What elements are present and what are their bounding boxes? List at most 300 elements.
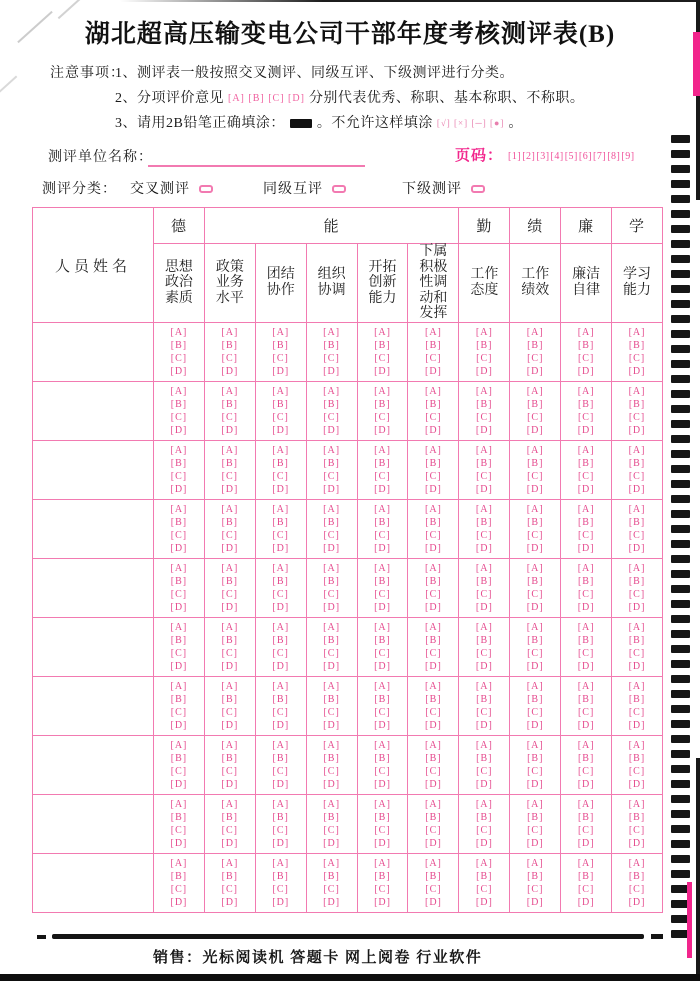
bubble-c[interactable]: [C] xyxy=(221,884,238,895)
bubble-a[interactable]: [A] xyxy=(475,857,493,869)
bubble-d[interactable]: [D] xyxy=(424,661,442,673)
bubble-a[interactable]: [A] xyxy=(323,798,341,810)
bubble-d[interactable]: [D] xyxy=(323,661,341,673)
bubble-c[interactable]: [C] xyxy=(170,353,188,364)
bubble-b[interactable]: [B] xyxy=(577,516,595,528)
bubble-d[interactable]: [D] xyxy=(424,602,442,614)
bubble-a[interactable]: [A] xyxy=(628,680,646,692)
bubble-d[interactable]: [D] xyxy=(628,661,646,673)
bubble-c[interactable]: [C] xyxy=(527,707,544,718)
bubble-c[interactable]: [C] xyxy=(374,707,391,718)
bubble-d[interactable]: [D] xyxy=(628,720,646,732)
bubble-b[interactable]: [B] xyxy=(221,693,238,705)
bubble-a[interactable]: [A] xyxy=(475,680,493,692)
bubble-a[interactable]: [A] xyxy=(577,444,595,456)
bubble-b[interactable]: [B] xyxy=(527,634,544,646)
bubble-c[interactable]: [C] xyxy=(272,530,289,541)
bubble-b[interactable]: [B] xyxy=(476,752,493,764)
bubble-d[interactable]: [D] xyxy=(221,425,239,437)
bubble-c[interactable]: [C] xyxy=(374,648,391,659)
bubble-b[interactable]: [B] xyxy=(527,339,544,351)
bubble-c[interactable]: [C] xyxy=(272,707,289,718)
bubble-b[interactable]: [B] xyxy=(425,457,442,469)
bubble-d[interactable]: [D] xyxy=(323,425,341,437)
bubble-d[interactable]: [D] xyxy=(526,425,544,437)
bubble-c[interactable]: [C] xyxy=(527,589,544,600)
bubble-a[interactable]: [A] xyxy=(526,798,544,810)
bubble-c[interactable]: [C] xyxy=(374,884,391,895)
bubble-a[interactable]: [A] xyxy=(170,444,188,456)
bubble-b[interactable]: [B] xyxy=(527,811,544,823)
bubble-a[interactable]: [A] xyxy=(424,798,442,810)
bubble-a[interactable]: [A] xyxy=(628,857,646,869)
bubble-a[interactable]: [A] xyxy=(577,798,595,810)
bubble-a[interactable]: [A] xyxy=(221,444,239,456)
bubble-b[interactable]: [B] xyxy=(425,398,442,410)
bubble-a[interactable]: [A] xyxy=(272,444,290,456)
bubble-b[interactable]: [B] xyxy=(577,870,595,882)
bubble-c[interactable]: [C] xyxy=(577,412,595,423)
bubble-a[interactable]: [A] xyxy=(628,798,646,810)
bubble-c[interactable]: [C] xyxy=(221,589,238,600)
bubble-a[interactable]: [A] xyxy=(170,385,188,397)
bubble-a[interactable]: [A] xyxy=(475,385,493,397)
bubble-d[interactable]: [D] xyxy=(323,366,341,378)
bubble-a[interactable]: [A] xyxy=(170,562,188,574)
bubble-d[interactable]: [D] xyxy=(221,838,239,850)
bubble-c[interactable]: [C] xyxy=(323,884,340,895)
bubble-c[interactable]: [C] xyxy=(527,648,544,659)
bubble-d[interactable]: [D] xyxy=(577,779,595,791)
bubble-a[interactable]: [A] xyxy=(577,562,595,574)
bubble-c[interactable]: [C] xyxy=(221,648,238,659)
bubble-d[interactable]: [D] xyxy=(475,661,493,673)
bubble-d[interactable]: [D] xyxy=(272,720,290,732)
bubble-b[interactable]: [B] xyxy=(374,516,391,528)
bubble-b[interactable]: [B] xyxy=(170,752,188,764)
bubble-a[interactable]: [A] xyxy=(323,326,341,338)
bubble-c[interactable]: [C] xyxy=(577,530,595,541)
bubble-a[interactable]: [A] xyxy=(424,444,442,456)
name-cell[interactable] xyxy=(33,795,154,854)
bubble-b[interactable]: [B] xyxy=(527,870,544,882)
bubble-b[interactable]: [B] xyxy=(221,457,238,469)
bubble-a[interactable]: [A] xyxy=(323,562,341,574)
bubble-b[interactable]: [B] xyxy=(476,457,493,469)
bubble-d[interactable]: [D] xyxy=(628,543,646,555)
page-number-1[interactable]: [1] xyxy=(508,151,522,162)
bubble-a[interactable]: [A] xyxy=(526,385,544,397)
bubble-b[interactable]: [B] xyxy=(577,752,595,764)
bubble-c[interactable]: [C] xyxy=(628,353,646,364)
bubble-c[interactable]: [C] xyxy=(628,530,646,541)
bubble-b[interactable]: [B] xyxy=(323,870,340,882)
bubble-b[interactable]: [B] xyxy=(323,575,340,587)
bubble-c[interactable]: [C] xyxy=(374,353,391,364)
bubble-c[interactable]: [C] xyxy=(323,648,340,659)
bubble-b[interactable]: [B] xyxy=(221,516,238,528)
bubble-d[interactable]: [D] xyxy=(526,720,544,732)
bubble-d[interactable]: [D] xyxy=(323,602,341,614)
bubble-a[interactable]: [A] xyxy=(170,798,188,810)
page-number-8[interactable]: [8] xyxy=(607,151,621,162)
bubble-c[interactable]: [C] xyxy=(221,353,238,364)
bubble-d[interactable]: [D] xyxy=(323,897,341,909)
name-cell[interactable] xyxy=(33,618,154,677)
bubble-b[interactable]: [B] xyxy=(527,693,544,705)
bubble-b[interactable]: [B] xyxy=(527,398,544,410)
bubble-b[interactable]: [B] xyxy=(628,398,646,410)
bubble-c[interactable]: [C] xyxy=(272,648,289,659)
bubble-a[interactable]: [A] xyxy=(374,326,391,338)
bubble-d[interactable]: [D] xyxy=(221,543,239,555)
bubble-c[interactable]: [C] xyxy=(527,884,544,895)
bubble-b[interactable]: [B] xyxy=(272,516,289,528)
bubble-c[interactable]: [C] xyxy=(628,825,646,836)
bubble-d[interactable]: [D] xyxy=(628,838,646,850)
bubble-b[interactable]: [B] xyxy=(170,339,188,351)
bubble-c[interactable]: [C] xyxy=(577,766,595,777)
bubble-a[interactable]: [A] xyxy=(628,326,646,338)
bubble-c[interactable]: [C] xyxy=(425,648,442,659)
bubble-a[interactable]: [A] xyxy=(170,680,188,692)
bubble-c[interactable]: [C] xyxy=(425,884,442,895)
bubble-a[interactable]: [A] xyxy=(628,503,646,515)
bubble-d[interactable]: [D] xyxy=(424,838,442,850)
bubble-b[interactable]: [B] xyxy=(374,457,391,469)
bubble-d[interactable]: [D] xyxy=(577,897,595,909)
bubble-c[interactable]: [C] xyxy=(425,707,442,718)
bubble-b[interactable]: [B] xyxy=(374,693,391,705)
bubble-b[interactable]: [B] xyxy=(476,516,493,528)
bubble-c[interactable]: [C] xyxy=(170,412,188,423)
bubble-b[interactable]: [B] xyxy=(170,634,188,646)
bubble-c[interactable]: [C] xyxy=(272,353,289,364)
bubble-b[interactable]: [B] xyxy=(425,634,442,646)
bubble-b[interactable]: [B] xyxy=(323,339,340,351)
bubble-d[interactable]: [D] xyxy=(170,838,188,850)
bubble-c[interactable]: [C] xyxy=(527,825,544,836)
bubble-a[interactable]: [A] xyxy=(424,739,442,751)
bubble-d[interactable]: [D] xyxy=(577,661,595,673)
bubble-a[interactable]: [A] xyxy=(374,798,391,810)
bubble-b[interactable]: [B] xyxy=(425,752,442,764)
bubble-a[interactable]: [A] xyxy=(272,798,290,810)
bubble-b[interactable]: [B] xyxy=(221,398,238,410)
bubble-d[interactable]: [D] xyxy=(272,779,290,791)
bubble-d[interactable]: [D] xyxy=(526,602,544,614)
bubble-a[interactable]: [A] xyxy=(577,621,595,633)
bubble-d[interactable]: [D] xyxy=(170,484,188,496)
bubble-a[interactable]: [A] xyxy=(272,385,290,397)
bubble-d[interactable]: [D] xyxy=(272,366,290,378)
bubble-a[interactable]: [A] xyxy=(475,739,493,751)
bubble-d[interactable]: [D] xyxy=(170,661,188,673)
bubble-d[interactable]: [D] xyxy=(628,779,646,791)
bubble-d[interactable]: [D] xyxy=(424,425,442,437)
bubble-b[interactable]: [B] xyxy=(323,398,340,410)
bubble-c[interactable]: [C] xyxy=(272,825,289,836)
bubble-c[interactable]: [C] xyxy=(628,471,646,482)
bubble-a[interactable]: [A] xyxy=(323,739,341,751)
bubble-b[interactable]: [B] xyxy=(476,693,493,705)
bubble-d[interactable]: [D] xyxy=(475,366,493,378)
bubble-a[interactable]: [A] xyxy=(272,680,290,692)
bubble-c[interactable]: [C] xyxy=(221,825,238,836)
bubble-c[interactable]: [C] xyxy=(425,530,442,541)
bubble-a[interactable]: [A] xyxy=(221,798,239,810)
bubble-c[interactable]: [C] xyxy=(425,412,442,423)
bubble-d[interactable]: [D] xyxy=(424,484,442,496)
bubble-c[interactable]: [C] xyxy=(628,766,646,777)
bubble-d[interactable]: [D] xyxy=(526,897,544,909)
bubble-c[interactable]: [C] xyxy=(577,825,595,836)
bubble-d[interactable]: [D] xyxy=(424,543,442,555)
bubble-c[interactable]: [C] xyxy=(221,530,238,541)
bubble-d[interactable]: [D] xyxy=(221,366,239,378)
bubble-d[interactable]: [D] xyxy=(475,720,493,732)
bubble-b[interactable]: [B] xyxy=(272,339,289,351)
bubble-b[interactable]: [B] xyxy=(577,575,595,587)
bubble-c[interactable]: [C] xyxy=(628,589,646,600)
bubble-b[interactable]: [B] xyxy=(170,398,188,410)
bubble-a[interactable]: [A] xyxy=(221,857,239,869)
bubble-a[interactable]: [A] xyxy=(170,503,188,515)
bubble-d[interactable]: [D] xyxy=(170,779,188,791)
bubble-b[interactable]: [B] xyxy=(527,457,544,469)
bubble-a[interactable]: [A] xyxy=(424,680,442,692)
bubble-a[interactable]: [A] xyxy=(475,503,493,515)
bubble-b[interactable]: [B] xyxy=(527,752,544,764)
bubble-b[interactable]: [B] xyxy=(221,339,238,351)
bubble-c[interactable]: [C] xyxy=(577,353,595,364)
bubble-c[interactable]: [C] xyxy=(323,825,340,836)
bubble-c[interactable]: [C] xyxy=(221,707,238,718)
bubble-d[interactable]: [D] xyxy=(170,897,188,909)
bubble-b[interactable]: [B] xyxy=(628,339,646,351)
bubble-d[interactable]: [D] xyxy=(374,366,391,378)
bubble-c[interactable]: [C] xyxy=(527,353,544,364)
bubble-c[interactable]: [C] xyxy=(476,766,493,777)
bubble-c[interactable]: [C] xyxy=(323,707,340,718)
bubble-a[interactable]: [A] xyxy=(170,326,188,338)
bubble-c[interactable]: [C] xyxy=(170,707,188,718)
bubble-c[interactable]: [C] xyxy=(425,353,442,364)
bubble-d[interactable]: [D] xyxy=(323,838,341,850)
bubble-d[interactable]: [D] xyxy=(577,720,595,732)
name-cell[interactable] xyxy=(33,382,154,441)
unit-name-input-line[interactable] xyxy=(148,165,365,167)
bubble-b[interactable]: [B] xyxy=(628,693,646,705)
bubble-b[interactable]: [B] xyxy=(374,811,391,823)
bubble-d[interactable]: [D] xyxy=(221,661,239,673)
bubble-a[interactable]: [A] xyxy=(221,503,239,515)
bubble-b[interactable]: [B] xyxy=(272,398,289,410)
bubble-d[interactable]: [D] xyxy=(475,484,493,496)
bubble-b[interactable]: [B] xyxy=(425,693,442,705)
bubble-a[interactable]: [A] xyxy=(424,326,442,338)
bubble-d[interactable]: [D] xyxy=(475,425,493,437)
bubble-c[interactable]: [C] xyxy=(272,884,289,895)
bubble-a[interactable]: [A] xyxy=(272,562,290,574)
bubble-d[interactable]: [D] xyxy=(628,366,646,378)
bubble-c[interactable]: [C] xyxy=(170,825,188,836)
bubble-a[interactable]: [A] xyxy=(374,739,391,751)
bubble-b[interactable]: [B] xyxy=(577,398,595,410)
bubble-d[interactable]: [D] xyxy=(323,484,341,496)
bubble-d[interactable]: [D] xyxy=(577,366,595,378)
bubble-b[interactable]: [B] xyxy=(628,457,646,469)
bubble-a[interactable]: [A] xyxy=(374,503,391,515)
bubble-a[interactable]: [A] xyxy=(170,739,188,751)
bubble-b[interactable]: [B] xyxy=(272,811,289,823)
bubble-d[interactable]: [D] xyxy=(526,543,544,555)
bubble-a[interactable]: [A] xyxy=(170,621,188,633)
bubble-b[interactable]: [B] xyxy=(476,339,493,351)
bubble-c[interactable]: [C] xyxy=(170,766,188,777)
bubble-b[interactable]: [B] xyxy=(374,870,391,882)
bubble-b[interactable]: [B] xyxy=(323,811,340,823)
bubble-b[interactable]: [B] xyxy=(272,575,289,587)
bubble-d[interactable]: [D] xyxy=(424,779,442,791)
bubble-b[interactable]: [B] xyxy=(628,634,646,646)
bubble-a[interactable]: [A] xyxy=(577,857,595,869)
bubble-b[interactable]: [B] xyxy=(628,516,646,528)
page-number-6[interactable]: [6] xyxy=(578,151,593,162)
bubble-a[interactable]: [A] xyxy=(526,326,544,338)
name-cell[interactable] xyxy=(33,854,154,913)
page-number-3[interactable]: [3] xyxy=(536,151,550,162)
bubble-a[interactable]: [A] xyxy=(272,326,290,338)
bubble-c[interactable]: [C] xyxy=(527,766,544,777)
bubble-b[interactable]: [B] xyxy=(577,339,595,351)
bubble-b[interactable]: [B] xyxy=(577,457,595,469)
name-cell[interactable] xyxy=(33,559,154,618)
bubble-c[interactable]: [C] xyxy=(374,766,391,777)
bubble-c[interactable]: [C] xyxy=(374,589,391,600)
bubble-b[interactable]: [B] xyxy=(272,752,289,764)
bubble-d[interactable]: [D] xyxy=(272,838,290,850)
bubble-a[interactable]: [A] xyxy=(475,798,493,810)
bubble-d[interactable]: [D] xyxy=(374,897,391,909)
bubble-a[interactable]: [A] xyxy=(272,503,290,515)
bubble-c[interactable]: [C] xyxy=(476,353,493,364)
bubble-b[interactable]: [B] xyxy=(476,575,493,587)
bubble-d[interactable]: [D] xyxy=(374,425,391,437)
bubble-a[interactable]: [A] xyxy=(424,562,442,574)
bubble-a[interactable]: [A] xyxy=(424,857,442,869)
bubble-d[interactable]: [D] xyxy=(221,484,239,496)
bubble-b[interactable]: [B] xyxy=(170,870,188,882)
bubble-b[interactable]: [B] xyxy=(425,339,442,351)
bubble-b[interactable]: [B] xyxy=(628,870,646,882)
bubble-a[interactable]: [A] xyxy=(272,739,290,751)
bubble-b[interactable]: [B] xyxy=(577,693,595,705)
bubble-c[interactable]: [C] xyxy=(221,471,238,482)
bubble-c[interactable]: [C] xyxy=(425,589,442,600)
bubble-b[interactable]: [B] xyxy=(476,811,493,823)
bubble-b[interactable]: [B] xyxy=(577,634,595,646)
bubble-c[interactable]: [C] xyxy=(374,471,391,482)
bubble-a[interactable]: [A] xyxy=(323,503,341,515)
bubble-a[interactable]: [A] xyxy=(323,857,341,869)
bubble-c[interactable]: [C] xyxy=(476,707,493,718)
bubble-c[interactable]: [C] xyxy=(221,766,238,777)
bubble-a[interactable]: [A] xyxy=(526,739,544,751)
bubble-a[interactable]: [A] xyxy=(526,680,544,692)
bubble-c[interactable]: [C] xyxy=(628,412,646,423)
bubble-a[interactable]: [A] xyxy=(221,739,239,751)
bubble-c[interactable]: [C] xyxy=(272,412,289,423)
bubble-a[interactable]: [A] xyxy=(475,326,493,338)
bubble-d[interactable]: [D] xyxy=(272,661,290,673)
bubble-b[interactable]: [B] xyxy=(221,870,238,882)
bubble-d[interactable]: [D] xyxy=(526,484,544,496)
bubble-c[interactable]: [C] xyxy=(323,530,340,541)
bubble-d[interactable]: [D] xyxy=(374,484,391,496)
bubble-b[interactable]: [B] xyxy=(374,398,391,410)
bubble-c[interactable]: [C] xyxy=(272,471,289,482)
bubble-c[interactable]: [C] xyxy=(170,589,188,600)
bubble-d[interactable]: [D] xyxy=(374,602,391,614)
bubble-d[interactable]: [D] xyxy=(323,720,341,732)
category-cross-checkbox[interactable] xyxy=(199,185,213,193)
bubble-d[interactable]: [D] xyxy=(526,661,544,673)
bubble-a[interactable]: [A] xyxy=(272,621,290,633)
bubble-d[interactable]: [D] xyxy=(628,484,646,496)
bubble-b[interactable]: [B] xyxy=(221,634,238,646)
bubble-c[interactable]: [C] xyxy=(425,471,442,482)
bubble-d[interactable]: [D] xyxy=(170,720,188,732)
bubble-c[interactable]: [C] xyxy=(577,884,595,895)
page-number-2[interactable]: [2] xyxy=(522,151,536,162)
bubble-d[interactable]: [D] xyxy=(323,779,341,791)
bubble-b[interactable]: [B] xyxy=(272,693,289,705)
bubble-a[interactable]: [A] xyxy=(221,562,239,574)
bubble-b[interactable]: [B] xyxy=(374,575,391,587)
bubble-d[interactable]: [D] xyxy=(374,543,391,555)
bubble-a[interactable]: [A] xyxy=(374,562,391,574)
bubble-b[interactable]: [B] xyxy=(272,457,289,469)
bubble-d[interactable]: [D] xyxy=(170,543,188,555)
bubble-a[interactable]: [A] xyxy=(424,621,442,633)
bubble-b[interactable]: [B] xyxy=(476,398,493,410)
bubble-b[interactable]: [B] xyxy=(476,634,493,646)
name-cell[interactable] xyxy=(33,677,154,736)
bubble-a[interactable]: [A] xyxy=(221,385,239,397)
bubble-a[interactable]: [A] xyxy=(323,621,341,633)
bubble-a[interactable]: [A] xyxy=(628,385,646,397)
bubble-d[interactable]: [D] xyxy=(628,897,646,909)
bubble-a[interactable]: [A] xyxy=(475,562,493,574)
bubble-a[interactable]: [A] xyxy=(526,857,544,869)
bubble-a[interactable]: [A] xyxy=(628,444,646,456)
bubble-d[interactable]: [D] xyxy=(475,838,493,850)
bubble-d[interactable]: [D] xyxy=(221,602,239,614)
bubble-c[interactable]: [C] xyxy=(323,412,340,423)
bubble-d[interactable]: [D] xyxy=(577,838,595,850)
bubble-c[interactable]: [C] xyxy=(272,589,289,600)
bubble-b[interactable]: [B] xyxy=(170,457,188,469)
bubble-d[interactable]: [D] xyxy=(628,602,646,614)
bubble-b[interactable]: [B] xyxy=(323,457,340,469)
bubble-b[interactable]: [B] xyxy=(577,811,595,823)
bubble-c[interactable]: [C] xyxy=(170,648,188,659)
bubble-d[interactable]: [D] xyxy=(526,779,544,791)
bubble-d[interactable]: [D] xyxy=(577,602,595,614)
bubble-a[interactable]: [A] xyxy=(526,503,544,515)
bubble-b[interactable]: [B] xyxy=(323,634,340,646)
